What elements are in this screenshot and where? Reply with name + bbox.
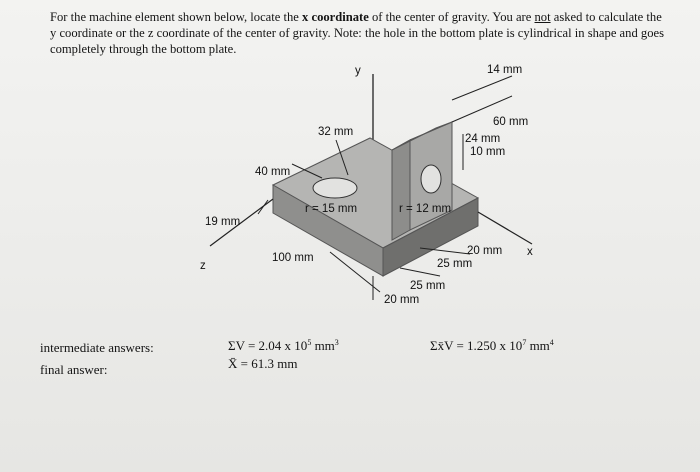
base-hole [313,178,357,198]
dim-20mm-bottom: 20 mm [384,294,420,306]
sum-xv-value: Σx̄V = 1.250 x 10 [430,338,523,353]
upright-front-face [392,140,410,240]
sum-v-answer [228,338,339,354]
dim-60mm: 60 mm [493,116,529,128]
dim-40mm: 40 mm [255,166,291,178]
dim-r12mm: r = 12 mm [399,203,452,215]
dim-24mm: 24 mm [465,133,501,145]
dim-10mm: 10 mm [470,146,506,158]
xbar-final-answer: X̄ = 61.3 mm [228,356,298,371]
dim-100mm: 100 mm [272,252,314,264]
axis-label-x: x [527,246,533,258]
final-answer-label: final answer: [40,362,108,377]
problem-underlined-word: not [534,10,551,24]
dim-14mm: 14 mm [487,64,523,76]
sum-v-unit: mm [311,338,335,353]
dim-r15mm: r = 15 mm [305,203,358,215]
problem-text-2: of the center of gravity. You are [368,10,535,24]
upright-hole [421,165,441,193]
sum-xv-answer [430,338,554,354]
dim-20mm-right: 20 mm [467,245,503,257]
dim-32mm: 32 mm [318,126,354,138]
sum-v-value: ΣV = 2.04 x 10 [228,338,308,353]
dim-19mm: 19 mm [205,216,241,228]
axis-label-y: y [355,65,361,77]
dim-line-14 [452,76,512,100]
sum-xv-unit-exponent: 4 [549,338,554,347]
dim-25mm-right: 25 mm [437,258,473,270]
dim-line-25 [400,268,440,276]
axis-label-z: z [200,260,206,272]
problem-bold-term: x coordinate [302,10,369,24]
dim-25mm-bottom: 25 mm [410,280,446,292]
sum-v-unit-exponent: 3 [334,338,339,347]
leader-19 [258,200,268,214]
sum-v-exponent: 5 [307,338,312,347]
intermediate-answers-label: intermediate answers: [40,340,154,355]
x-axis-line [478,212,532,244]
problem-text-3: asked to calculate the y coordinate or the z coordinate of the center of gravity. Note: the hole in the bottom plate is cylindrical in shape and goes completely through the bottom plate. [50,10,664,57]
sum-xv-exponent: 7 [522,338,527,347]
problem-text-1: For the machine element shown below, locate the [50,10,303,24]
sum-xv-unit: mm [526,338,550,353]
